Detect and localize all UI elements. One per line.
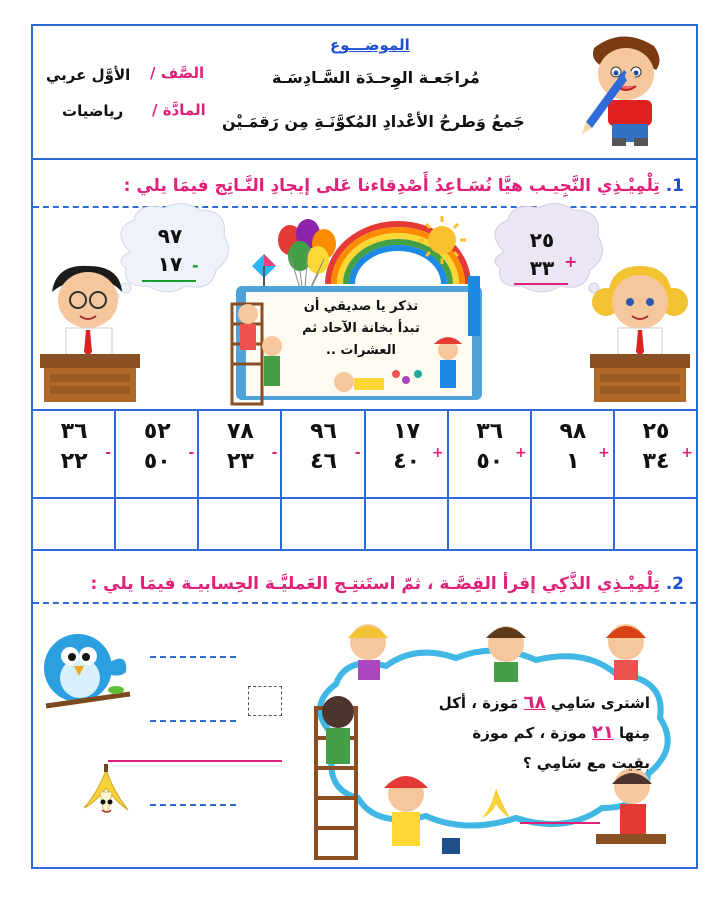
- problem-bottom: ١: [566, 449, 580, 474]
- problem-top: ٥٢: [143, 419, 171, 444]
- answer-cell[interactable]: [448, 498, 531, 550]
- grade-value: الأوَّل عربي: [46, 66, 131, 84]
- problem-operator: +: [431, 445, 444, 461]
- banana-icon: [76, 762, 138, 834]
- answer-cell[interactable]: [198, 498, 281, 550]
- story-number-eaten: ٢١: [591, 722, 614, 743]
- story-fragment: اشترى سَامِي: [550, 694, 650, 712]
- problem-bottom: ٥٠: [476, 449, 504, 474]
- left-bubble-problem: [140, 222, 200, 278]
- topic-label: الموضـــوع: [330, 36, 410, 54]
- problem-operator: -: [105, 445, 112, 461]
- right-bubble-rule: [514, 283, 568, 285]
- problem-cell: [614, 410, 697, 498]
- answer-cell[interactable]: [365, 498, 448, 550]
- problem-cell: [115, 410, 198, 498]
- problem-cell: [281, 410, 364, 498]
- problem-top: ٧٨: [226, 419, 254, 444]
- problem-top: ٣٦: [60, 419, 88, 444]
- problem-cell: [365, 410, 448, 498]
- right-bubble-top: ٢٥: [529, 228, 555, 252]
- problem-operator: +: [681, 445, 693, 461]
- story-line-1: [410, 688, 650, 718]
- answer-cell[interactable]: [614, 498, 697, 550]
- grade-label: الصَّف /: [150, 64, 205, 82]
- answer-dash-line[interactable]: [150, 720, 236, 722]
- problem-operator: -: [188, 445, 195, 461]
- story-fragment: مَوزة ، أكل: [438, 694, 519, 712]
- problems-grid: [31, 409, 698, 551]
- problem-cell: [531, 410, 614, 498]
- subject-label: المادَّة /: [152, 101, 206, 119]
- problem-cell: [198, 410, 281, 498]
- reminder-line-2: تبدأ بخانة الآحاد ثم: [302, 321, 420, 336]
- answer-cell[interactable]: [531, 498, 614, 550]
- story-text: [410, 688, 650, 778]
- reminder-note: [296, 296, 426, 362]
- question2-text: تِلْمِيْـذِي الذَّكِي إقرأ القِصَّـة ، ثمّ استَنتِـج العَمليَّـة الحِسابيـة فيمَا يلي :: [90, 574, 660, 594]
- problem-operator: -: [354, 445, 361, 461]
- story-fragment: موزة ، كم موزة: [472, 724, 587, 742]
- problem-bottom: ٣٤: [642, 449, 670, 474]
- answer-dash-line[interactable]: [150, 656, 236, 658]
- story-answer-line: [520, 822, 600, 824]
- answer-underline: [108, 760, 282, 762]
- left-bubble-rule: [142, 280, 196, 282]
- answer-cell[interactable]: [115, 498, 198, 550]
- problem-cell: [448, 410, 531, 498]
- question2-number: 2.: [665, 574, 684, 594]
- header-divider: [33, 158, 696, 160]
- problem-cell: [32, 410, 115, 498]
- problem-operator: +: [598, 445, 610, 461]
- problem-bottom: ٥٠: [143, 449, 171, 474]
- problem-top: ٢٥: [642, 419, 670, 444]
- blue-bird-illustration: [36, 612, 132, 712]
- answer-cell[interactable]: [281, 498, 364, 550]
- right-bubble-problem: [512, 226, 572, 282]
- girl-at-desk-illustration: [590, 262, 690, 408]
- problem-bottom: ٤٠: [393, 449, 421, 474]
- problem-top: ١٧: [393, 419, 421, 444]
- subject-value: رياضيات: [62, 102, 124, 120]
- story-fragment: مِنها: [619, 724, 650, 742]
- right-bubble-bottom: ٣٣: [529, 256, 555, 280]
- operator-box[interactable]: [248, 686, 282, 716]
- left-bubble-top: ٩٧: [157, 224, 183, 248]
- right-bubble-op: +: [564, 252, 578, 271]
- question2-title: [90, 574, 684, 594]
- boy-with-pencil-illustration: [572, 30, 690, 152]
- question1-number: 1.: [665, 176, 684, 196]
- question2-divider: [33, 602, 696, 604]
- question1-title: [124, 176, 684, 196]
- reminder-line-3: العشرات ..: [326, 343, 396, 358]
- problem-top: ٩٨: [559, 419, 587, 444]
- answer-cell[interactable]: [32, 498, 115, 550]
- problem-bottom: ٤٦: [310, 449, 337, 474]
- left-bubble-op: -: [192, 256, 199, 275]
- boy-at-desk-illustration: [40, 262, 140, 408]
- story-line-2: [410, 718, 650, 748]
- answer-dash-line[interactable]: [150, 804, 236, 806]
- lesson-title: جَمعُ وَطرحُ الأعْدادِ المُكوَّنَـةِ مِن رَقمَـيْن: [222, 112, 525, 131]
- problem-bottom: ٢٢: [60, 449, 88, 474]
- problem-top: ٣٦: [476, 419, 504, 444]
- reminder-line-1: تذكر يا صديقي أن: [303, 299, 419, 314]
- question1-text: تِلْمِيْـذِي النَّجِيـب هيَّا نُسَـاعِدُ أَصْدِقاءنا عَلى إيجادِ النَّـاتِج فيمَا يلي :: [123, 176, 660, 196]
- left-bubble-bottom: ١٧: [157, 252, 183, 276]
- problem-operator: +: [515, 445, 527, 461]
- problem-bottom: ٢٣: [226, 449, 254, 474]
- story-line-3: بقِيت مع سَامِي ؟: [522, 754, 650, 772]
- problem-top: ٩٦: [310, 419, 337, 444]
- story-number-bought: ٦٨: [523, 692, 546, 713]
- unit-title: مُراجَعـة الوِحـدَة السَّـادِسَـة: [272, 68, 480, 87]
- problem-operator: -: [271, 445, 278, 461]
